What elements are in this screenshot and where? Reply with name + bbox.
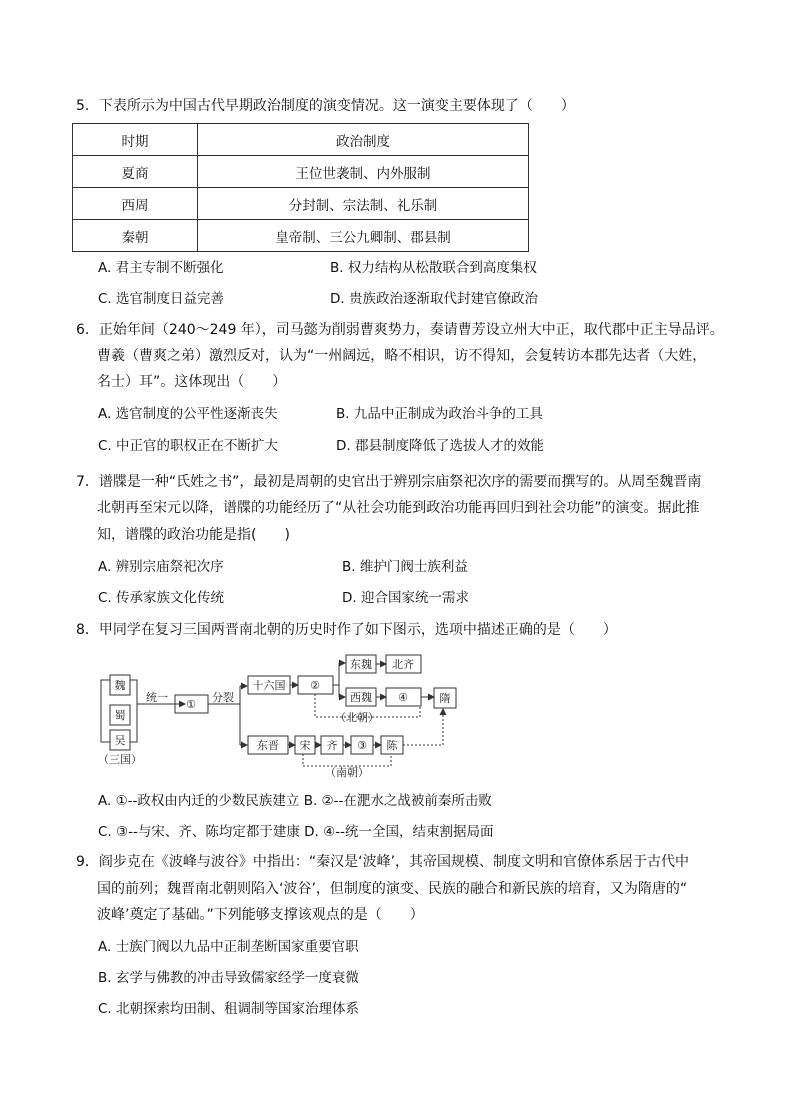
table-cell: 王位世袭制、内外服制 xyxy=(198,156,529,188)
q6-line-2: 曹羲（曹爽之弟）激烈反对，认为“一州阔远，略不相识，访不得知，会复转访本郡先达者（大姓， xyxy=(97,348,707,364)
q5-option-a: A. 君主专制不断强化 xyxy=(98,260,224,276)
q6-option-a: A. 选官制度的公平性逐渐丧失 xyxy=(98,406,278,422)
q9-line-2: 国的前列；魏晋南北朝则陷入‘波谷’，但制度的演变、民族的融合和新民族的培育，又为隋唐的“ xyxy=(97,881,688,897)
diagram-wei: 魏 xyxy=(114,679,126,692)
q6-line-3: 名士）耳”。这体现出（ ） xyxy=(97,374,287,390)
q9-option-b: B. 玄学与佛教的冲击导致儒家经学一度衰微 xyxy=(98,970,359,986)
diagram-shiliuguo: 十六国 xyxy=(252,679,286,692)
diagram-sui: 隋 xyxy=(439,692,451,705)
q7-option-d: D. 迎合国家统一需求 xyxy=(342,590,469,606)
q9-option-c: C. 北朝探索均田制、租调制等国家治理体系 xyxy=(98,1001,360,1017)
table-cell: 西周 xyxy=(73,188,198,220)
diagram-shu: 蜀 xyxy=(114,709,126,722)
table-header: 时期 xyxy=(73,124,198,156)
q5-option-c: C. 选官制度日益完善 xyxy=(98,291,225,307)
q7-line-1: 7．谱牒是一种“氏姓之书”，最初是周朝的史官出于辨别宗庙祭祀次序的需要而撰写的。从周至魏晋南 xyxy=(76,474,702,490)
diagram-nanchao: （南朝） xyxy=(325,766,369,779)
q6-option-d: D. 郡县制度降低了选拔人才的效能 xyxy=(336,438,544,454)
q9-line-3: 波峰’奠定了基础。”下列能够支撑该观点的是（ ） xyxy=(97,907,424,923)
q9-option-a: A. 士族门阀以九品中正制垄断国家重要官职 xyxy=(98,939,359,955)
q8-stem: 8．甲同学在复习三国两晋南北朝的历史时作了如下图示，选项中描述正确的是（ ） xyxy=(76,622,617,638)
q7-option-a: A. 辨别宗庙祭祀次序 xyxy=(98,559,224,575)
q6-option-b: B. 九品中正制成为政治斗争的工具 xyxy=(336,406,543,422)
q6-option-c: C. 中正官的职权正在不断扩大 xyxy=(98,438,279,454)
table-header: 政治制度 xyxy=(198,124,529,156)
diagram-circle-4: ④ xyxy=(398,691,408,704)
table-cell: 分封制、宗法制、礼乐制 xyxy=(198,188,529,220)
q9-line-1: 9．阎步克在《波峰与波谷》中指出：“秦汉是‘波峰’，其帝国规模、制度文明和官僚体系居于古代中 xyxy=(76,854,690,870)
diagram-dongwei: 东魏 xyxy=(350,658,372,671)
q5-option-d: D. 贵族政治逐渐取代封建官僚政治 xyxy=(330,291,538,307)
q5-option-b: B. 权力结构从松散联合到高度集权 xyxy=(330,260,537,276)
diagram-tongyi: 统一 xyxy=(146,691,168,704)
q8-history-diagram xyxy=(95,650,475,780)
table-cell: 皇帝制、三公九卿制、郡县制 xyxy=(198,220,529,252)
diagram-circle-1: ① xyxy=(186,698,196,711)
q8-options-row-1: A. ①--政权由内迁的少数民族建立 B. ②--在淝水之战被前秦所击败 xyxy=(98,793,492,809)
q7-option-c: C. 传承家族文化传统 xyxy=(98,590,225,606)
diagram-beiqi: 北齐 xyxy=(392,658,414,671)
table-row xyxy=(73,156,529,188)
diagram-fenlie: 分裂 xyxy=(212,691,234,704)
diagram-chen: 陈 xyxy=(386,739,398,752)
diagram-beichao: （北朝） xyxy=(335,711,379,724)
table-cell: 秦朝 xyxy=(73,220,198,252)
q6-line-1: 6．正始年间（240～249 年），司马懿为削弱曹爽势力，奏请曹芳设立州大中正，取代郡中正主导品评。 xyxy=(76,322,724,338)
q5-stem: 5．下表所示为中国古代早期政治制度的演变情况。这一演变主要体现了（ ） xyxy=(76,98,575,114)
q7-line-2: 北朝再至宋元以降，谱牒的功能经历了“从社会功能到政治功能再回归到社会功能”的演变。据此推 xyxy=(97,500,700,516)
table-row xyxy=(73,124,529,156)
diagram-dongjin: 东晋 xyxy=(257,739,279,752)
table-row xyxy=(73,188,529,220)
table-cell: 夏商 xyxy=(73,156,198,188)
diagram-sanguo: （三国） xyxy=(98,753,142,766)
diagram-circle-3: ③ xyxy=(357,739,367,752)
diagram-circle-2: ② xyxy=(310,679,320,692)
q7-option-b: B. 维护门阀士族利益 xyxy=(342,559,468,575)
diagram-qi: 齐 xyxy=(326,739,338,752)
table-row xyxy=(73,220,529,252)
q7-line-3: 知，谱牒的政治功能是指( ) xyxy=(97,527,290,543)
q8-options-row-2: C. ③--与宋、齐、陈均定都于建康 D. ④--统一全国，结束割据局面 xyxy=(98,824,494,840)
diagram-wu: 吴 xyxy=(114,734,126,747)
diagram-xiwei: 西魏 xyxy=(350,691,372,704)
q5-table xyxy=(72,123,529,252)
diagram-song: 宋 xyxy=(299,739,311,752)
